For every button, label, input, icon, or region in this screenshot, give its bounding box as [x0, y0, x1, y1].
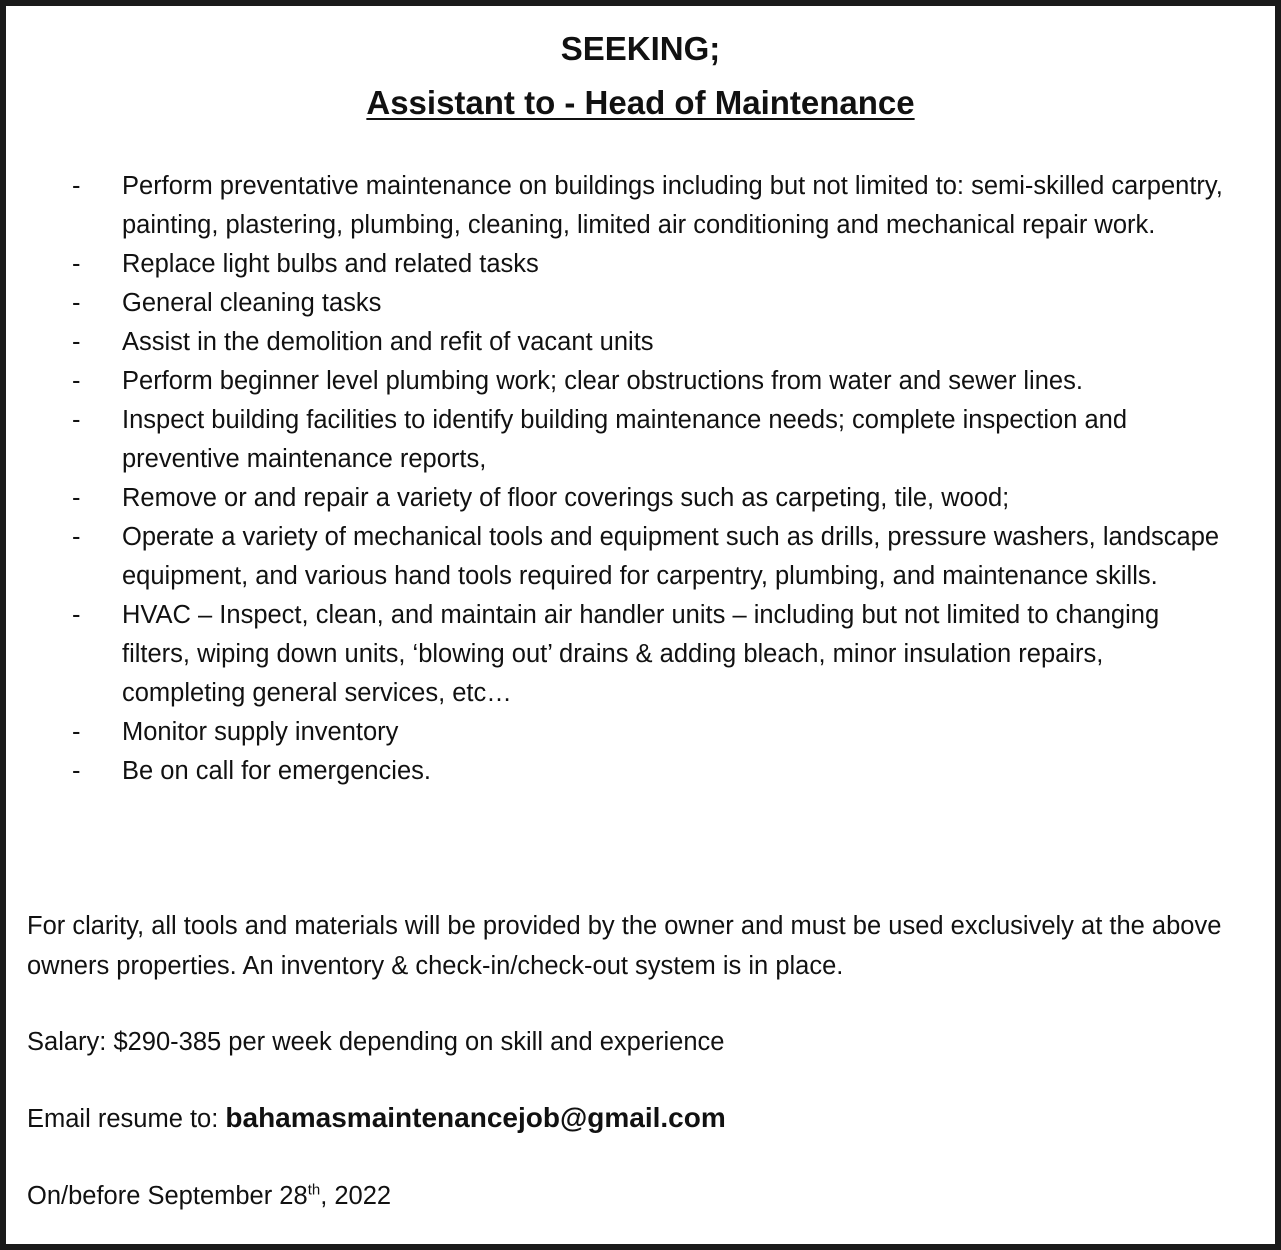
bullet-dash: -: [72, 250, 81, 278]
job-title: [6, 79, 1275, 127]
bullet-dash: -: [72, 328, 81, 356]
bullet-dash: -: [72, 367, 81, 395]
duty-text: HVAC – Inspect, clean, and maintain air handler units – including but not limited to changing filters, wiping down units, ‘blowing out’ drains & adding bleach, minor insulation repairs, completing general services, etc…: [122, 601, 1160, 707]
bullet-dash: -: [72, 289, 81, 317]
bullet-dash: -: [72, 601, 81, 629]
list-item: [72, 284, 1232, 323]
duty-text: Remove or and repair a variety of floor coverings such as carpeting, tile, wood;: [122, 484, 1010, 512]
bullet-dash: -: [72, 406, 81, 434]
bullet-dash: -: [72, 523, 81, 551]
deadline-year: , 2022: [320, 1182, 392, 1210]
list-item: [72, 479, 1232, 518]
duty-text: Be on call for emergencies.: [122, 757, 431, 785]
duty-text: Operate a variety of mechanical tools and equipment such as drills, pressure washers, landscape equipment, and various hand tools required for carpentry, plumbing, and maintenance skills.: [122, 523, 1220, 590]
duty-text: Replace light bulbs and related tasks: [122, 250, 539, 278]
duties-list: [72, 167, 1232, 791]
clarity-note: For clarity, all tools and materials will be provided by the owner and must be used exclusively at the above owners properties. An inventory & check-in/check-out system is in place.: [27, 912, 1222, 980]
bullet-dash: -: [72, 757, 81, 785]
ordinal-suffix: th: [307, 1181, 321, 1199]
list-item: [72, 596, 1232, 713]
list-item: [72, 518, 1232, 596]
list-item: [72, 362, 1232, 401]
job-title-text: Assistant to - Head of Maintenance: [366, 84, 915, 121]
email-line: [27, 1098, 1267, 1139]
duty-text: Inspect building facilities to identify building maintenance needs; complete inspection and preventive maintenance reports,: [122, 406, 1128, 473]
duty-text: Perform beginner level plumbing work; clear obstructions from water and sewer lines.: [122, 367, 1083, 395]
deadline-line: [27, 1176, 1267, 1216]
email-label: Email resume to:: [27, 1105, 226, 1133]
bullet-dash: -: [72, 484, 81, 512]
duty-text: Monitor supply inventory: [122, 718, 399, 746]
duty-text: General cleaning tasks: [122, 289, 382, 317]
list-item: [72, 167, 1232, 245]
posting-kicker: SEEKING;: [560, 30, 721, 67]
duty-text: Perform preventative maintenance on buildings including but not limited to: semi-skilled carpentry, painting, plastering, plumbing, cleaning, limited air conditioning and mechanical repair work.: [122, 172, 1223, 239]
email-address-link[interactable]: bahamasmaintenancejob@gmail.com: [225, 1102, 726, 1133]
bullet-dash: -: [72, 172, 81, 200]
list-item: [72, 323, 1232, 362]
bullet-dash: -: [72, 718, 81, 746]
list-item: [72, 752, 1232, 791]
list-item: [72, 401, 1232, 479]
list-item: [72, 713, 1232, 752]
deadline-prefix: On/before September 28: [27, 1182, 308, 1210]
duty-text: Assist in the demolition and refit of vacant units: [122, 328, 654, 356]
list-item: [72, 245, 1232, 284]
salary-line: Salary: $290-385 per week depending on skill and experience: [27, 1028, 725, 1056]
